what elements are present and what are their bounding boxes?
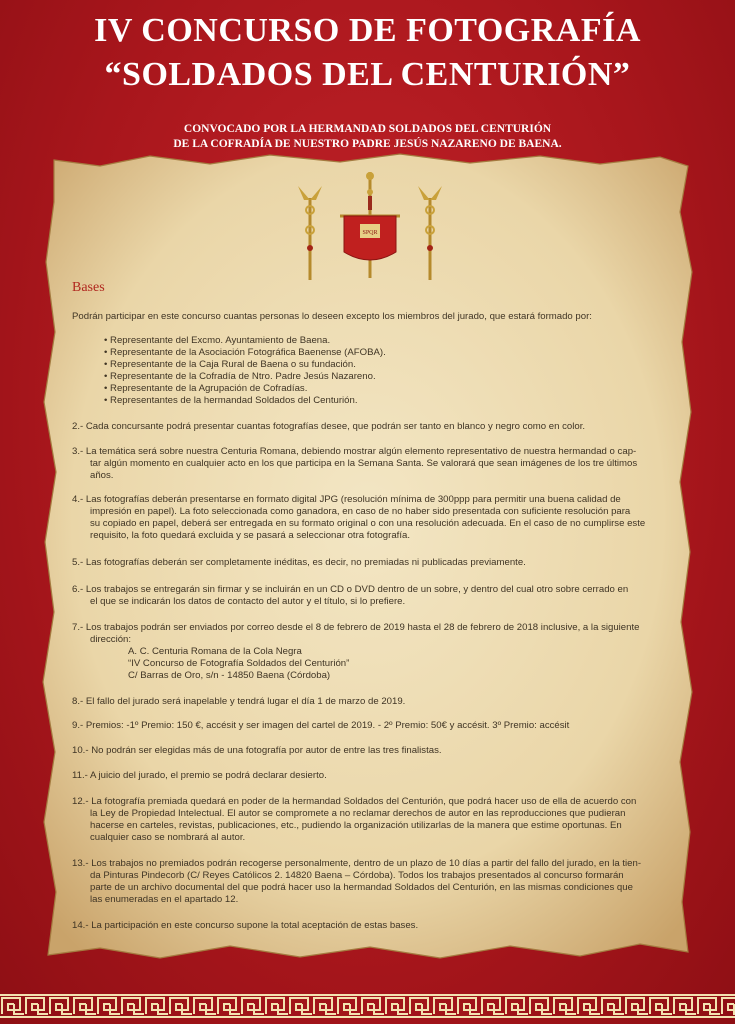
- address-line1: A. C. Centuria Romana de la Cola Negra: [128, 646, 302, 657]
- subtitle-line1: CONVOCADO POR LA HERMANDAD SOLDADOS DEL CENTURIÓN: [183, 123, 552, 135]
- rule-14: 14.- La participación en este concurso supone la total aceptación de estas bases.: [72, 920, 419, 931]
- rule-6-line2: el que se indicarán los datos de contacto del autor y el título, si lo prefiere.: [90, 596, 406, 607]
- subtitle-line2: DE LA COFRADÍA DE NUESTRO PADRE JESÚS NAZARENO DE BAENA.: [173, 138, 562, 150]
- jury-member-4: • Representante de la Cofradía de Ntro. Padre Jesús Nazareno.: [104, 371, 376, 382]
- rule-12-line3: hacerse en carteles, revistas, publicaciones, etc., pudiendo la organización utilizarlas de la manera que estime oportunas. En: [90, 820, 622, 831]
- rule-12-line2: la Ley de Propiedad Intelectual. El autor se compromete a no reclamar derechos de autor en las reproducciones que pudieran: [90, 808, 626, 819]
- rule-11: 11.- A juicio del jurado, el premio se podrá declarar desierto.: [72, 770, 327, 781]
- greek-key-border: [0, 994, 735, 1018]
- address-line3: C/ Barras de Oro, s/n - 14850 Baena (Córdoba): [128, 670, 331, 681]
- jury-member-6: • Representantes de la hermandad Soldados del Centurión.: [104, 395, 358, 406]
- rule-6-line1: 6.- Los trabajos se entregarán sin firmar y se incluirán en un CD o DVD dentro de un sobre, y dentro del cual otro sobre cerrado en: [72, 584, 629, 595]
- rule-2: 2.- Cada concursante podrá presentar cuantas fotografías desee, que podrán ser tanto en blanco y negro como en color.: [72, 421, 586, 432]
- rule-10: 10.- No podrán ser elegidas más de una fotografía por autor de entre las tres finalistas.: [72, 745, 442, 756]
- jury-member-1: • Representante del Excmo. Ayuntamiento de Baena.: [104, 335, 331, 346]
- intro-paragraph: Podrán participar en este concurso cuantas personas lo deseen excepto los miembros del jurado, que estará formado por:: [72, 311, 592, 322]
- jury-member-2: • Representante de la Asociación Fotográfica Baenense (AFOBA).: [104, 347, 386, 358]
- rule-13-line4: las enumeradas en el apartado 12.: [90, 894, 239, 905]
- rule-3-line2: tar algún momento en cualquier acto en los que participa en la Semana Santa. Se valorará que sean imágenes de los tre últimos: [90, 458, 638, 469]
- rule-3-line1: 3.- La temática será sobre nuestra Centuria Romana, debiendo mostrar algún elemento representativo de nuestra hermandad o cap-: [72, 446, 637, 457]
- rule-4-line3: su copiado en papel, deberá ser entregada en su formato original o con una resolución adecuada. En el caso de no cumplirse este: [90, 518, 646, 529]
- rule-5: 5.- Las fotografías deberán ser completamente inéditas, es decir, no premiadas ni publicadas previamente.: [72, 557, 526, 568]
- rule-13-line3: parte de un archivo documental del que podrá hacer uso la hermandad Soldados del Centurión, en las mismas condiciones que: [90, 882, 633, 893]
- rule-8: 8.- El fallo del jurado será inapelable y tendrá lugar el día 1 de marzo de 2019.: [72, 696, 406, 707]
- rule-13-line1: 13.- Los trabajos no premiados podrán recogerse personalmente, dentro de un plazo de 10 días a partir del fallo del jurado, en la tien-: [72, 858, 642, 869]
- poster-title-line1: IV CONCURSO DE FOTOGRAFÍA: [94, 12, 641, 49]
- rule-7-line1: 7.- Los trabajos podrán ser enviados por correo desde el 8 de febrero de 2019 hasta el 28 de febrero de 2018 inclusive, a la siguiente: [72, 622, 640, 633]
- rule-12-line1: 12.- La fotografía premiada quedará en poder de la hermandad Soldados del Centurión, que podrá hacer uso de ella de acuerdo con: [72, 796, 637, 807]
- rule-13-line2: da Pinturas Pindecorb (C/ Reyes Católicos 2. 14820 Baena – Córdoba). Todos los trabajos presentados al concurso formarán: [90, 870, 624, 881]
- address-line2: “IV Concurso de Fotografía Soldados del Centurión”: [128, 658, 350, 669]
- jury-member-3: • Representante de la Caja Rural de Baena o su fundación.: [104, 359, 356, 370]
- rule-4-line4: requisito, la foto quedará excluida y se pasará a seleccionar otra fotografía.: [90, 530, 410, 541]
- jury-member-5: • Representante de la Agrupación de Cofradías.: [104, 383, 308, 394]
- section-heading-bases: Bases: [72, 280, 105, 295]
- banner-text: SPQR: [362, 230, 378, 236]
- rule-12-line4: cualquier caso se nombrará al autor.: [90, 832, 246, 843]
- poster-title-line2: “SOLDADOS DEL CENTURIÓN”: [104, 56, 631, 93]
- rule-9: 9.- Premios: -1º Premio: 150 €, accésit y ser imagen del cartel de 2019. - 2º Premio: 50€ y accésit. 3º Premio: accésit: [72, 720, 570, 731]
- rule-3-line3: años.: [90, 470, 114, 481]
- rule-4-line2: impresión en papel). La foto seleccionada como ganadora, en caso de no haber sido presentada con suficiente resolución para: [90, 506, 631, 517]
- rule-4-line1: 4.- Las fotografías deberán presentarse en formato digital JPG (resolución mínima de 300ppp para permitir una buena calidad de: [72, 494, 621, 505]
- rule-7-line2: dirección:: [90, 634, 132, 645]
